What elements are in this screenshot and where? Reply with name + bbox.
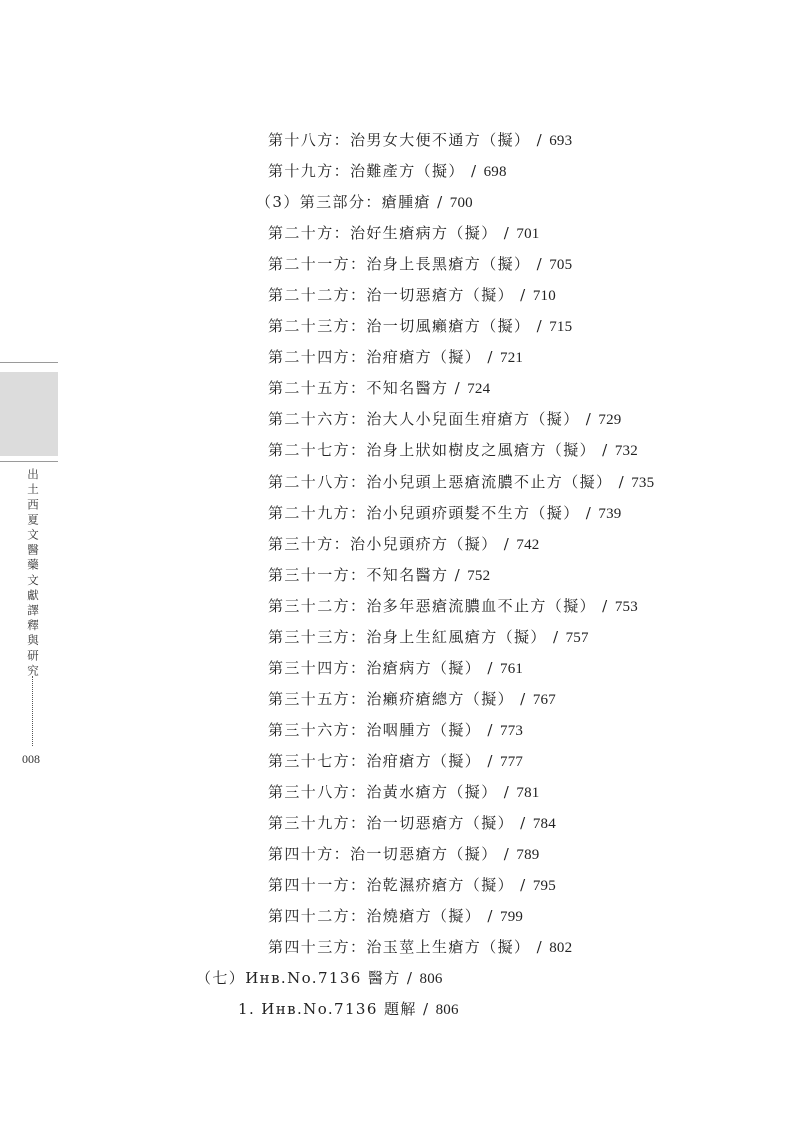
toc-separator: / <box>546 627 566 646</box>
toc-separator: / <box>448 565 468 584</box>
toc-entry <box>0 715 800 746</box>
toc-page-number: 795 <box>532 878 556 895</box>
toc-entry <box>0 777 800 808</box>
toc-entry-title: 第三十六方：治咽腫方（擬） <box>268 720 482 739</box>
toc-separator: / <box>448 379 468 398</box>
toc-entry-title: 第四十二方：治燒瘡方（擬） <box>268 907 482 926</box>
toc-entry-title: 第四十方：治一切惡瘡方（擬） <box>268 845 498 864</box>
toc-entry <box>0 963 800 994</box>
toc-separator: / <box>514 286 533 305</box>
toc-page-number: 715 <box>549 319 573 336</box>
toc-entry <box>0 932 800 963</box>
toc-separator: / <box>481 751 500 770</box>
toc-entry <box>0 249 800 280</box>
toc-separator: / <box>497 534 517 553</box>
running-book-title: 出土西夏文醫藥文獻譯釋與研究 <box>26 468 40 680</box>
toc-page-number: 735 <box>631 474 655 491</box>
toc-separator: / <box>530 255 550 274</box>
toc-entry-title: 第二十九方：治小兒頭疥頭髮不生方（擬） <box>268 503 580 522</box>
table-of-contents <box>0 125 800 1025</box>
toc-entry <box>0 684 800 715</box>
toc-entry <box>0 218 800 249</box>
toc-entry <box>0 839 800 870</box>
toc-page-number: 784 <box>532 816 556 833</box>
toc-page-number: 773 <box>500 722 524 739</box>
toc-entry <box>0 467 800 498</box>
toc-separator: / <box>579 410 599 429</box>
toc-entry-title: （3）第三部分：瘡腫瘡 <box>256 193 431 212</box>
toc-entry-title: 第二十五方：不知名醫方 <box>268 379 449 398</box>
toc-entry-title: 第三十五方：治癩疥瘡總方（擬） <box>268 689 515 708</box>
toc-page-number: 789 <box>516 847 540 864</box>
toc-entry-title: 1. Инв.No.7136 題解 <box>238 1000 417 1019</box>
toc-entry-title: 第四十一方：治乾濕疥瘡方（擬） <box>268 876 515 895</box>
toc-entry-title: 第二十四方：治疳瘡方（擬） <box>268 348 482 367</box>
toc-page-number: 700 <box>449 195 473 212</box>
toc-page-number: 757 <box>565 629 589 646</box>
toc-separator: / <box>481 907 500 926</box>
toc-entry <box>0 529 800 560</box>
toc-entry-title: 第四十三方：治玉莖上生瘡方（擬） <box>268 938 531 957</box>
toc-page-number: 705 <box>549 257 573 274</box>
toc-separator: / <box>497 845 517 864</box>
toc-separator: / <box>612 472 632 491</box>
toc-entry-title: 第三十八方：治黃水瘡方（擬） <box>268 782 498 801</box>
toc-entry <box>0 435 800 466</box>
toc-entry <box>0 280 800 311</box>
toc-entry-title: 第二十方：治好生瘡病方（擬） <box>268 224 498 243</box>
toc-entry <box>0 560 800 591</box>
toc-entry <box>0 187 800 218</box>
toc-page-number: 753 <box>614 598 638 615</box>
toc-entry <box>0 994 800 1025</box>
toc-separator: / <box>530 131 550 149</box>
toc-page-number: 710 <box>532 288 556 305</box>
toc-entry-title: 第二十七方：治身上狀如樹皮之風瘡方（擬） <box>268 441 597 460</box>
toc-entry <box>0 591 800 622</box>
toc-separator: / <box>514 689 533 708</box>
toc-page-number: 777 <box>500 753 524 770</box>
toc-page-number: 729 <box>598 412 622 429</box>
toc-entry-title: 第二十三方：治一切風癩瘡方（擬） <box>268 317 531 336</box>
toc-separator: / <box>514 814 533 833</box>
toc-separator: / <box>530 938 550 957</box>
toc-entry <box>0 156 800 187</box>
toc-page-number: 752 <box>467 567 491 584</box>
toc-separator: / <box>430 193 450 212</box>
toc-separator: / <box>481 348 500 367</box>
toc-page-number: 698 <box>483 164 507 181</box>
toc-entry <box>0 653 800 684</box>
toc-page-number: 799 <box>500 909 524 926</box>
toc-page-number: 721 <box>500 350 524 367</box>
toc-entry-title: 第二十六方：治大人小兒面生疳瘡方（擬） <box>268 410 580 429</box>
toc-entry-title: 第三十二方：治多年惡瘡流膿血不止方（擬） <box>268 596 597 615</box>
toc-page-number: 732 <box>614 443 638 460</box>
toc-entry-title: 第三十七方：治疳瘡方（擬） <box>268 751 482 770</box>
toc-separator: / <box>596 441 615 460</box>
toc-entry <box>0 498 800 529</box>
toc-entry <box>0 311 800 342</box>
toc-entry <box>0 870 800 901</box>
toc-separator: / <box>596 596 615 615</box>
toc-entry <box>0 125 800 156</box>
toc-page-number: 761 <box>500 660 524 677</box>
toc-separator: / <box>481 658 500 677</box>
toc-entry-title: 第三十九方：治一切惡瘡方（擬） <box>268 814 515 833</box>
toc-page-number: 739 <box>598 505 622 522</box>
toc-entry <box>0 373 800 404</box>
toc-entry <box>0 622 800 653</box>
toc-separator: / <box>400 969 420 988</box>
toc-page-number: 724 <box>467 381 491 398</box>
toc-page-number: 767 <box>532 691 556 708</box>
toc-entry <box>0 901 800 932</box>
page-number: 008 <box>22 752 40 766</box>
toc-page-number: 742 <box>516 536 540 553</box>
toc-page-number: 802 <box>549 940 573 957</box>
toc-separator: / <box>530 317 550 336</box>
toc-page-number: 781 <box>516 784 540 801</box>
toc-separator: / <box>481 720 500 739</box>
toc-separator: / <box>514 876 533 895</box>
toc-separator: / <box>497 782 517 801</box>
toc-entry <box>0 808 800 839</box>
toc-entry-title: 第十八方：治男女大便不通方（擬） <box>268 131 531 149</box>
toc-separator: / <box>464 162 484 181</box>
toc-entry-title: 第二十二方：治一切惡瘡方（擬） <box>268 286 515 305</box>
toc-separator: / <box>416 1000 436 1019</box>
toc-page-number: 693 <box>549 133 573 149</box>
toc-entry-title: 第十九方：治難產方（擬） <box>268 162 465 181</box>
toc-entry-title: 第二十八方：治小兒頭上惡瘡流膿不止方（擬） <box>268 472 613 491</box>
toc-page-number: 806 <box>419 971 443 988</box>
toc-entry-title: 第二十一方：治身上長黑瘡方（擬） <box>268 255 531 274</box>
toc-separator: / <box>579 503 599 522</box>
toc-page-number: 806 <box>435 1002 459 1019</box>
toc-entry-title: （七）Инв.No.7136 醫方 <box>196 969 401 988</box>
toc-page-number: 701 <box>516 226 540 243</box>
toc-entry-title: 第三十四方：治瘡病方（擬） <box>268 658 482 677</box>
toc-separator: / <box>497 224 517 243</box>
toc-entry-title: 第三十方：治小兒頭疥方（擬） <box>268 534 498 553</box>
toc-entry <box>0 404 800 435</box>
toc-entry-title: 第三十三方：治身上生紅風瘡方（擬） <box>268 627 547 646</box>
toc-entry <box>0 746 800 777</box>
toc-entry <box>0 342 800 373</box>
toc-entry-title: 第三十一方：不知名醫方 <box>268 565 449 584</box>
